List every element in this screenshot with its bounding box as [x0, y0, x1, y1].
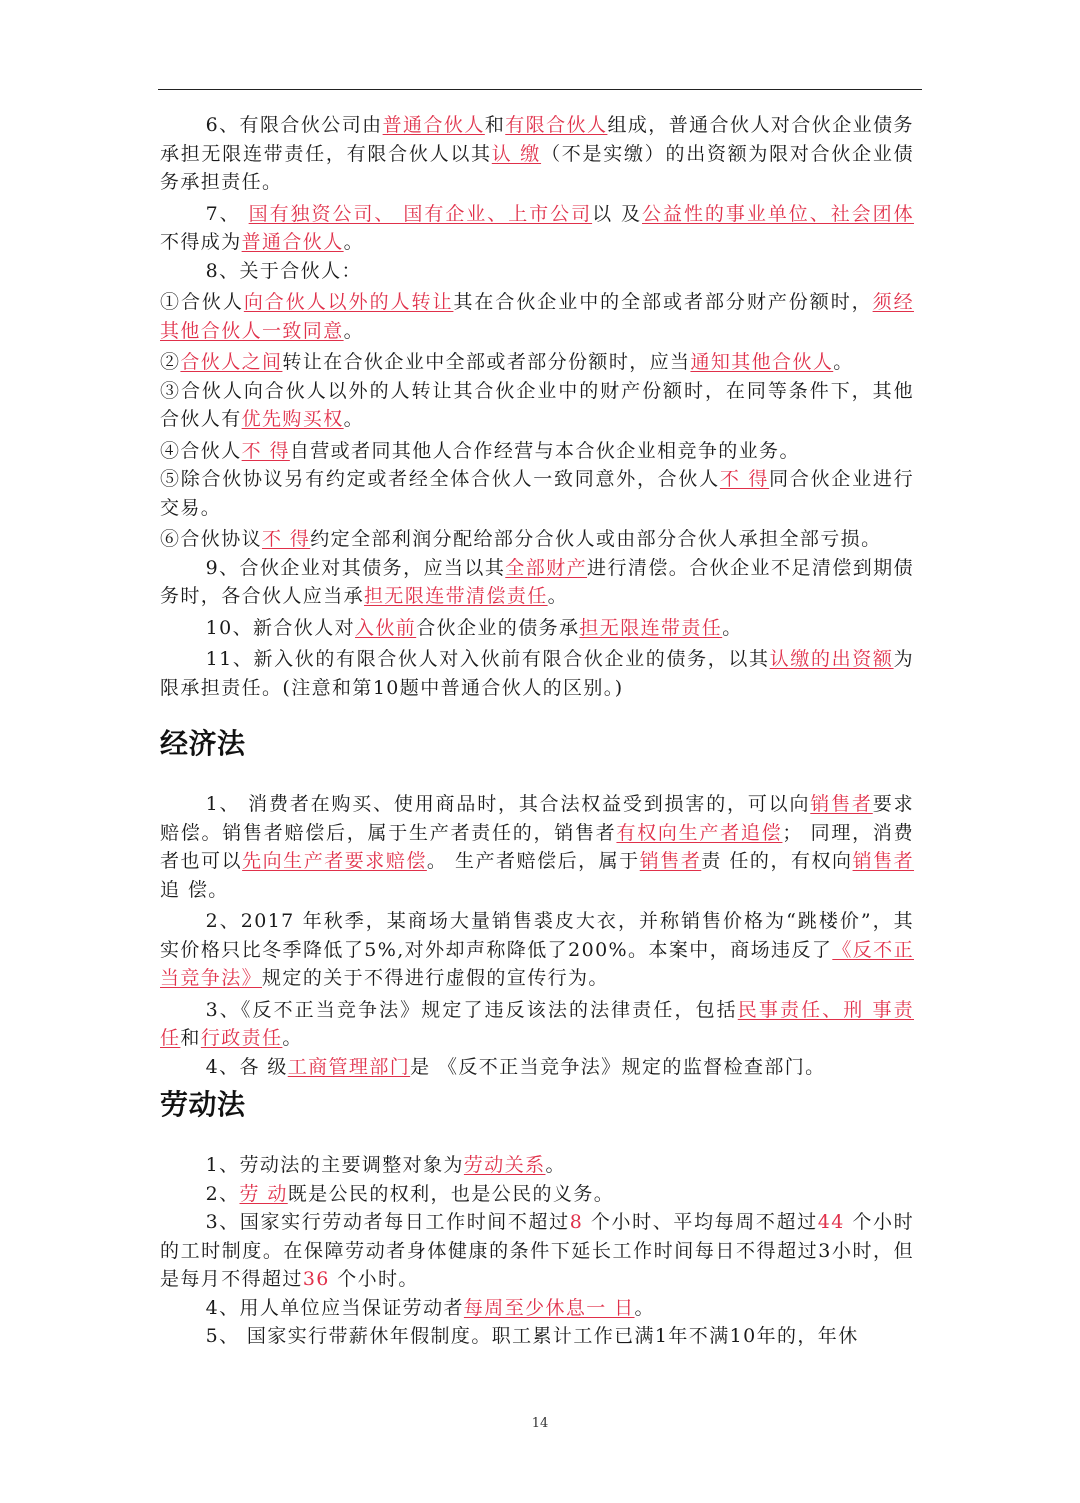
labor-item-3: 3、国家实行劳动者每日工作时间不超过8 个小时、平均每周不超过44 个小时的工时制度。在保障劳动者身体健康的条件下延长工作时间每日不得超过3小时，但是每月不得超过36 个小时。	[160, 1211, 914, 1290]
page-number: 14	[531, 1416, 549, 1431]
econ-item-1: 1、 消费者在购买、使用商品时，其合法权益受到损害的，可以向销售者要求赔偿。销售者赔偿后，属于生产者责任的，销售者有权向生产者追偿； 同理，消费者也可以先向生产者要求赔偿。 生产者赔偿后，属于销售者责 任的，有权向销售者追 偿。	[160, 793, 915, 901]
sub-item-6: ⑥合伙协议不 得约定全部利润分配给部分合伙人或由部分合伙人承担全部亏损。	[160, 528, 882, 550]
econ-heading: 经济法	[160, 727, 246, 760]
labor-heading: 劳动法	[160, 1088, 246, 1121]
sub-item-4: ④合伙人不 得自营或者同其他人合作经营与本合伙企业相竞争的业务。	[160, 439, 800, 462]
econ-item-4: 4、各 级工商管理部门是 《反不正当竞争法》规定的监督检查部门。	[205, 1055, 826, 1078]
item-6: 6、有限合伙公司由普通合伙人和有限合伙人组成，普通合伙人对合伙企业债务承担无限连带责任，有限合伙人以其认 缴（不是实缴）的出资额为限对合伙企业债务承担责任。	[160, 114, 914, 193]
item-11: 11、新入伙的有限合伙人对入伙前有限合伙企业的债务，以其认缴的出资额为限承担责任。(注意和第10题中普通合伙人的区别。)	[160, 648, 914, 699]
item-9: 9、合伙企业对其债务，应当以其全部财产进行清偿。合伙企业不足清偿到期债务时，各合伙人应当承担无限连带清偿责任。	[160, 556, 915, 607]
econ-item-2: 2、2017 年秋季，某商场大量销售裘皮大衣，并称销售价格为“跳楼价”，其实价格只比冬季降低了5%,对外却声称降低了200%。本案中，商场违反了《反不正当竞争法》规定的关于不得进行虚假的宣传行为。	[160, 910, 914, 989]
header-rule	[158, 89, 922, 90]
sub-item-5: ⑤除合伙协议另有约定或者经全体合伙人一致同意外，合伙人不 得同合伙企业进行交易。	[160, 468, 914, 519]
labor-item-1: 1、劳动法的主要调整对象为劳动关系。	[205, 1154, 566, 1176]
sub-item-2: ②合伙人之间转让在合伙企业中全部或者部分份额时，应当通知其他合伙人。	[160, 351, 854, 373]
labor-item-4: 4、用人单位应当保证劳动者每周至少休息一 日。	[205, 1296, 655, 1319]
econ-item-3: 3、《反不正当竞争法》规定了违反该法的法律责任，包括民事责任、刑 事责 任和行政责任。	[160, 998, 914, 1049]
item-8: 8、关于合伙人：	[205, 259, 362, 282]
item-7: 7、 国有独资公司、 国有企业、上市公司以 及公益性的事业单位、社会团体不得成为普通合伙人。	[160, 202, 914, 253]
labor-item-2: 2、劳 动既是公民的权利，也是公民的义务。	[205, 1182, 615, 1205]
item-10: 10、新合伙人对入伙前合伙企业的债务承担无限连带责任。	[205, 616, 743, 639]
page-body	[160, 111, 914, 1351]
sub-item-3: ③合伙人向合伙人以外的人转让其合伙企业中的财产份额时，在同等条件下，其他合伙人有优先购买权。	[160, 379, 914, 430]
sub-item-1: ①合伙人向合伙人以外的人转让其在合伙企业中的全部或者部分财产份额时，须经其他合伙人一致同意。	[160, 291, 914, 342]
labor-item-5: 5、 国家实行带薪休年假制度。职工累计工作已满1年不满10年的，年休	[205, 1325, 859, 1347]
